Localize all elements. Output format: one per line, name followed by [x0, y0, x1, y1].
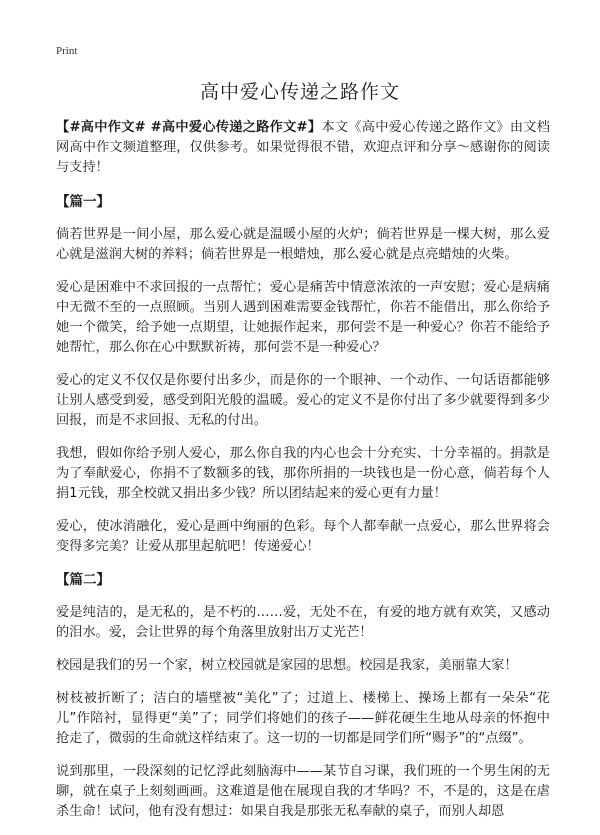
paragraph: 爱心的定义不仅仅是你要付出多少，而是你的一个眼神、一个动作、一句话语都能够让别人感受到爱，感受到阳光般的温暖。爱心的定义不是你付出了多少就要得到多少回报，而是不求回报、无私的付出。	[56, 373, 550, 428]
paragraph: 爱心是困难中不求回报的一点帮忙；爱心是痛苦中情意浓浓的一声安慰；爱心是病痛中无微不至的一点照顾。当别人遇到困难需要金钱帮忙，你若不能借出，那么你给予她一个微笑，给予她一点期望，让她振作起来，那何尝不是一种爱心？你若不能给予她帮忙，那么你在心中默默祈祷，那何尝不是一种爱心？	[56, 280, 550, 355]
section-heading: 【篇一】	[56, 194, 110, 210]
paragraph: 我想，假如你给予别人爱心，那么你自我的内心也会十分充实、十分幸福的。捐款是为了奉献爱心，你捐不了数额多的钱，那你所捐的一块钱也是一份心意，倘若每个人捐1元钱，那全校就又捐出多少钱？所以团结起来的爱心更有力量！	[56, 446, 550, 501]
paragraph: 爱是纯洁的，是无私的，是不朽的……爱，无处不在，有爱的地方就有欢笑，又感动的泪水。爱，会让世界的每个角落里放射出万丈光芒！	[56, 605, 550, 640]
page-title: 高中爱心传递之路作文	[199, 81, 400, 103]
paragraph: 倘若世界是一间小屋，那么爱心就是温暖小屋的火炉；倘若世界是一棵大树，那么爱心就是滋润大树的养料；倘若世界是一根蜡烛，那么爱心就是点亮蜡烛的火柴。	[56, 227, 550, 262]
print-label: Print	[56, 45, 78, 57]
paragraph: 说到那里，一段深刻的记忆浮此刻脑海中——某节自习课，我们班的一个男生闲的无聊，就在桌子上刻刻画画。这难道是他在展现自我的才华吗？不，不是的，这是在虐杀生命！试问，他有没有想过：如果自我是那张无私奉献的桌子，而别人却恩	[56, 764, 550, 819]
paragraph: 爱心，使冰消融化，爱心是画中绚丽的色彩。每个人都奉献一点爱心，那么世界将会变得多完美？让爱从那里起航吧！传递爱心！	[56, 519, 550, 554]
intro-paragraph	[56, 118, 550, 178]
intro-text: 本文《高中爱心传递之路作文》由文档网高中作文频道整理，仅供参考。如果觉得很不错，欢迎点评和分享～感谢你的阅读与支持！	[56, 120, 550, 175]
article-body	[56, 118, 550, 835]
paragraph: 树枝被折断了；洁白的墙壁被“美化”了；过道上、楼梯上、操场上都有一朵朵“花儿”作陪衬，显得更“美”了；同学们将她们的孩子——鲜花硬生生地从母亲的怀抱中抢走了，微弱的生命就这样结束了。这一切的一切都是同学们所“赐予”的“点缀”。	[56, 691, 550, 746]
paragraph: 校园是我们的另一个家，树立校园就是家园的思想。校园是我家，美丽靠大家！	[56, 658, 518, 673]
section-heading: 【篇二】	[56, 572, 110, 588]
intro-tag: 【#高中作文# #高中爱心传递之路作文#】	[56, 120, 322, 135]
